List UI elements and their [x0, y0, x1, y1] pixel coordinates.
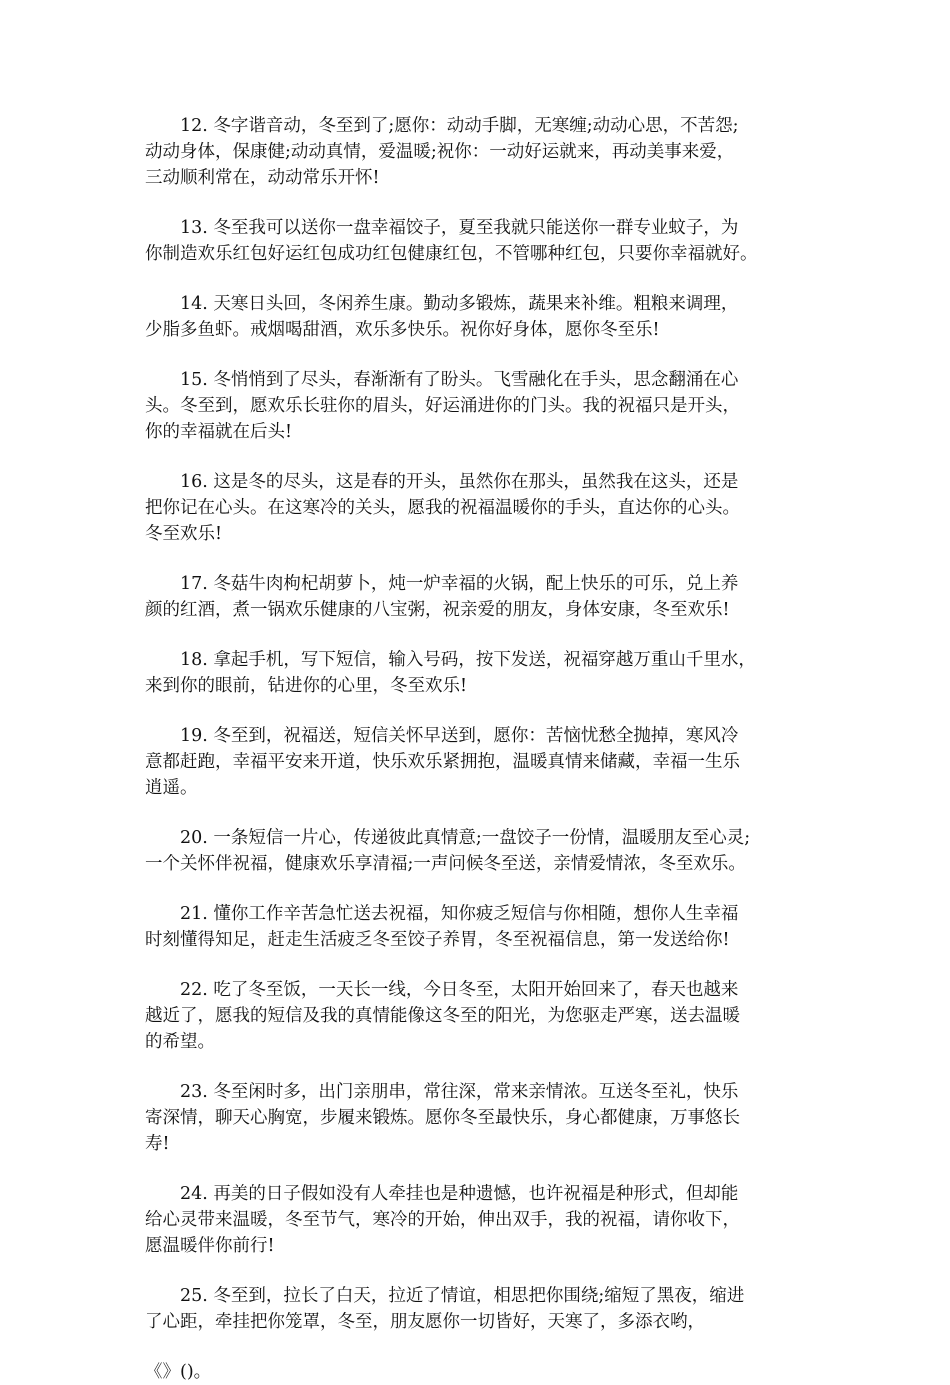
paragraph-line: 13. 冬至我可以送你一盘幸福饺子，夏至我就只能送你一群专业蚊子，为 [180, 218, 739, 238]
paragraph-line: 16. 这是冬的尽头，这是春的开头，虽然你在那头，虽然我在这头，还是 [180, 472, 739, 492]
paragraph-line: 24. 再美的日子假如没有人牵挂也是种遗憾，也许祝福是种形式，但却能 [180, 1184, 739, 1204]
paragraph-line: 愿温暖伴你前行! [145, 1236, 275, 1256]
paragraph-line: 给心灵带来温暖，冬至节气，寒冷的开始，伸出双手，我的祝福，请你收下， [145, 1210, 740, 1230]
paragraph [145, 647, 810, 699]
paragraph [145, 215, 810, 267]
paragraph-line: 20. 一条短信一片心，传递彼此真情意;一盘饺子一份情，温暖朋友至心灵; [180, 828, 751, 848]
paragraph-line: 了心距，牵挂把你笼罩，冬至，朋友愿你一切皆好，天寒了，多添衣哟， [145, 1312, 705, 1332]
paragraph-line: 14. 天寒日头回，冬闲养生康。勤动多锻炼，蔬果来补维。粗粮来调理， [180, 294, 739, 314]
paragraph-line: 你的幸福就在后头! [145, 422, 293, 442]
paragraph-line: 颜的红酒，煮一锅欢乐健康的八宝粥，祝亲爱的朋友，身体安康，冬至欢乐! [145, 600, 730, 620]
paragraph-line: 25. 冬至到，拉长了白天，拉近了情谊，相思把你围绕;缩短了黑夜，缩进 [180, 1286, 745, 1306]
paragraph [145, 901, 810, 953]
paragraph-line: 寿! [145, 1134, 170, 1154]
paragraph-line: 12. 冬字谐音动，冬至到了;愿你：动动手脚，无寒缠;动动心思，不苦怨; [180, 116, 739, 136]
paragraph-line: 的希望。 [145, 1032, 215, 1052]
paragraph-line: 越近了，愿我的短信及我的真情能像这冬至的阳光，为您驱走严寒，送去温暖 [145, 1006, 740, 1026]
paragraph-line: 18. 拿起手机，写下短信，输入号码，按下发送，祝福穿越万重山千里水， [180, 650, 756, 670]
paragraph [145, 1283, 810, 1335]
paragraph-line: 21. 懂你工作辛苦急忙送去祝福，知你疲乏短信与你相随，想你人生幸福 [180, 904, 739, 924]
paragraph-line: 意都赶跑，幸福平安来开道，快乐欢乐紧拥抱，温暖真情来储藏，幸福一生乐 [145, 752, 740, 772]
paragraph-line: 头。冬至到，愿欢乐长驻你的眉头，好运涌进你的门头。我的祝福只是开头， [145, 396, 740, 416]
paragraph-line: 逍遥。 [145, 778, 198, 798]
paragraph [145, 723, 810, 801]
paragraph-line: 23. 冬至闲时多，出门亲朋串，常往深，常来亲情浓。互送冬至礼，快乐 [180, 1082, 739, 1102]
paragraph [145, 1079, 810, 1157]
paragraph-line: 冬至欢乐! [145, 524, 223, 544]
paragraph-line: 把你记在心头。在这寒冷的关头，愿我的祝福温暖你的手头，直达你的心头。 [145, 498, 740, 518]
paragraph [145, 291, 810, 343]
paragraph-line: 三动顺利常在，动动常乐开怀! [145, 168, 380, 188]
paragraph-line: 少脂多鱼虾。戒烟喝甜酒，欢乐多快乐。祝你好身体，愿你冬至乐! [145, 320, 660, 340]
paragraph-line: 时刻懂得知足，赶走生活疲乏冬至饺子养胃，冬至祝福信息，第一发送给你! [145, 930, 730, 950]
paragraph-line: 22. 吃了冬至饭，一天长一线，今日冬至，太阳开始回来了，春天也越来 [180, 980, 739, 1000]
paragraph [145, 825, 810, 877]
paragraph-line: 动动身体，保康健;动动真情，爱温暖;祝你：一动好运就来，再动美事来爱， [145, 142, 735, 162]
footer-text: 《》()。 [145, 1362, 212, 1382]
paragraph-line: 17. 冬菇牛肉枸杞胡萝卜，炖一炉幸福的火锅，配上快乐的可乐，兑上养 [180, 574, 739, 594]
paragraph [145, 469, 810, 547]
paragraph [145, 367, 810, 445]
paragraph [145, 1181, 810, 1259]
paragraph-line: 一个关怀伴祝福，健康欢乐享清福;一声问候冬至送，亲情爱情浓，冬至欢乐。 [145, 854, 746, 874]
paragraph [145, 113, 810, 191]
document-body [145, 113, 810, 1385]
paragraph-line: 来到你的眼前，钻进你的心里，冬至欢乐! [145, 676, 468, 696]
paragraph [145, 571, 810, 623]
paragraph-line: 寄深情，聊天心胸宽，步履来锻炼。愿你冬至最快乐，身心都健康，万事悠长 [145, 1108, 740, 1128]
paragraph-line: 15. 冬悄悄到了尽头，春渐渐有了盼头。飞雪融化在手头，思念翻涌在心 [180, 370, 739, 390]
paragraph-line: 19. 冬至到，祝福送，短信关怀早送到，愿你：苦恼忧愁全抛掉，寒风冷 [180, 726, 739, 746]
paragraph-line: 你制造欢乐红包好运红包成功红包健康红包，不管哪种红包，只要你幸福就好。 [145, 244, 758, 264]
paragraph [145, 977, 810, 1055]
